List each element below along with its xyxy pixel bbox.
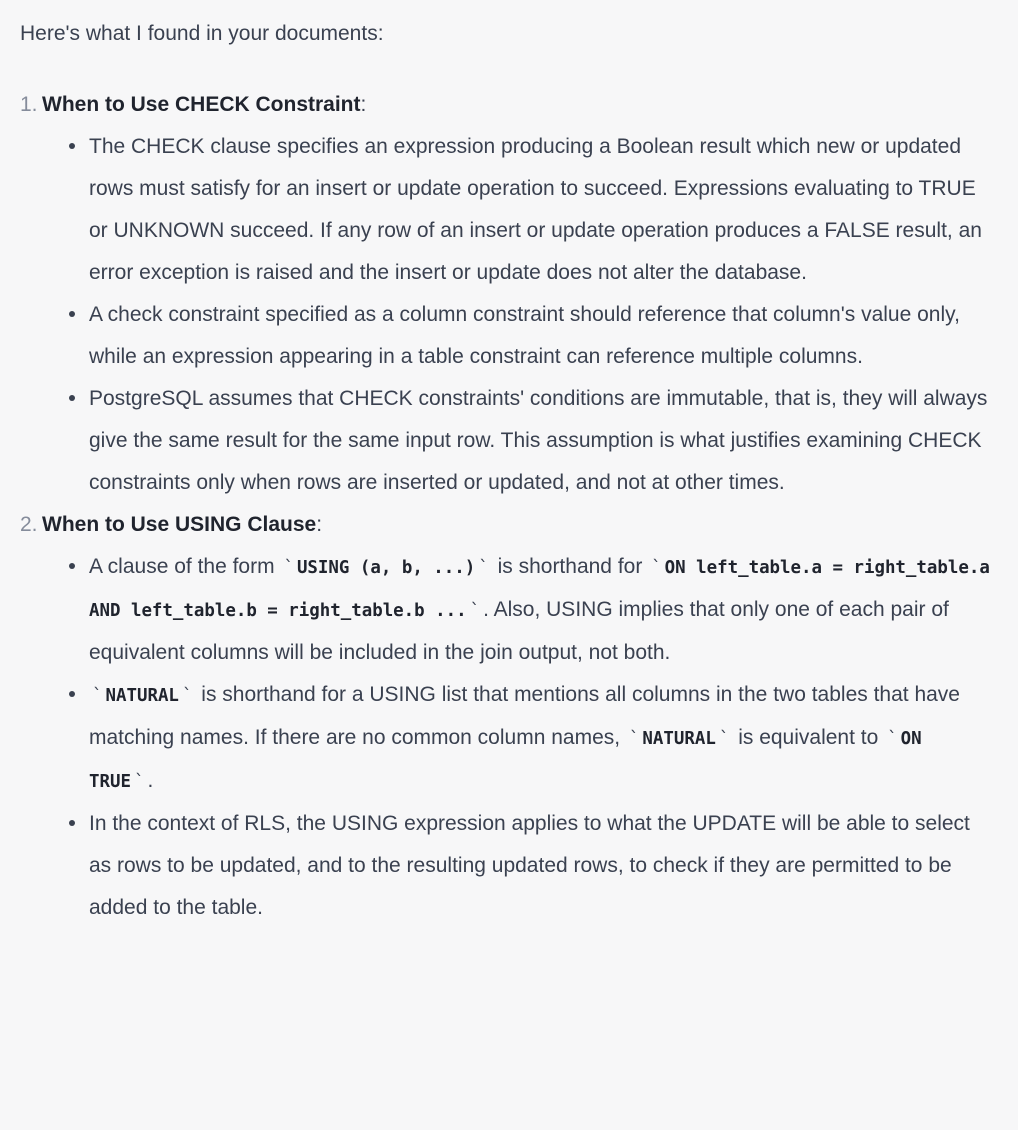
backtick: ` [133, 772, 145, 792]
bullet-item [42, 803, 995, 929]
section-heading [42, 84, 995, 126]
bullet-text: PostgreSQL assumes that CHECK constraints' conditions are immutable, that is, they will always give the same result for the same input row. This assumption is what justifies examining CHECK constraints only when rows are inserted or updated, and not at other times. [89, 387, 988, 494]
section-title: When to Use USING Clause [42, 513, 317, 536]
code-text: ON left_table.a = right_table.a AND left_table.b = right_table.b ... [89, 558, 1001, 621]
section-title-suffix: : [316, 513, 323, 536]
list-number: 2. [20, 513, 38, 536]
backtick: ` [469, 601, 481, 621]
section-title-suffix: : [360, 93, 367, 116]
bullet-text: . Also, USING implies that only one of each pair of equivalent columns will be included in the join output, not both. [89, 598, 949, 664]
code-text: ON TRUE [89, 729, 933, 792]
section-content [42, 504, 1001, 929]
bullet-text: A check constraint specified as a column constraint should reference that column's value only, while an expression appearing in a table constraint can reference multiple columns. [89, 303, 960, 368]
bullet-text: The CHECK clause specifies an expression producing a Boolean result which new or updated rows must satisfy for an insert or update operation to succeed. Expressions evaluating to TRUE or UNKNOWN succeed. If any row of an insert or update operation produces a FALSE result, an error exception is raised and the insert or update does not alter the database. [89, 135, 982, 284]
code-text: USING (a, b, ...) [296, 558, 476, 578]
numbered-list [20, 84, 1001, 929]
bullet-item [42, 546, 1001, 674]
bullet-item [42, 126, 995, 294]
bullet-list [42, 126, 995, 504]
bullet-item [42, 674, 995, 803]
bullet-text: In the context of RLS, the USING expression applies to what the UPDATE will be able to select as rows to be updated, and to the resulting updated rows, to check if they are permitted to be added to the table. [89, 812, 970, 919]
backtick: ` [887, 729, 898, 749]
bullet-item [42, 294, 995, 378]
list-item [20, 84, 995, 504]
code-text: NATURAL [105, 686, 179, 706]
list-item [20, 504, 1001, 929]
code-text: NATURAL [642, 729, 716, 749]
section-heading [42, 504, 995, 546]
inline-code [626, 729, 732, 749]
bullet-text: is shorthand for [491, 555, 649, 578]
bullet-text: is shorthand for a USING list that mentions all columns in the two tables that have matching names. If there are no common column names, [89, 683, 960, 749]
intro-text: Here's what I found in your documents: [20, 22, 384, 45]
backtick: ` [651, 558, 662, 578]
backtick: ` [478, 558, 489, 578]
backtick: ` [628, 729, 640, 749]
inline-code [280, 558, 491, 578]
inline-code [89, 686, 195, 706]
bullet-item [42, 378, 995, 504]
list-number: 1. [20, 93, 38, 116]
bullet-list [42, 546, 1001, 929]
section-content [42, 84, 995, 504]
backtick: ` [283, 558, 294, 578]
bullet-text: is equivalent to [732, 726, 885, 749]
backtick: ` [92, 686, 103, 706]
section-title: When to Use CHECK Constraint [42, 93, 361, 116]
bullet-text: A clause of the form [89, 555, 281, 578]
backtick: ` [718, 729, 730, 749]
backtick: ` [181, 686, 193, 706]
bullet-text: . [147, 769, 154, 792]
